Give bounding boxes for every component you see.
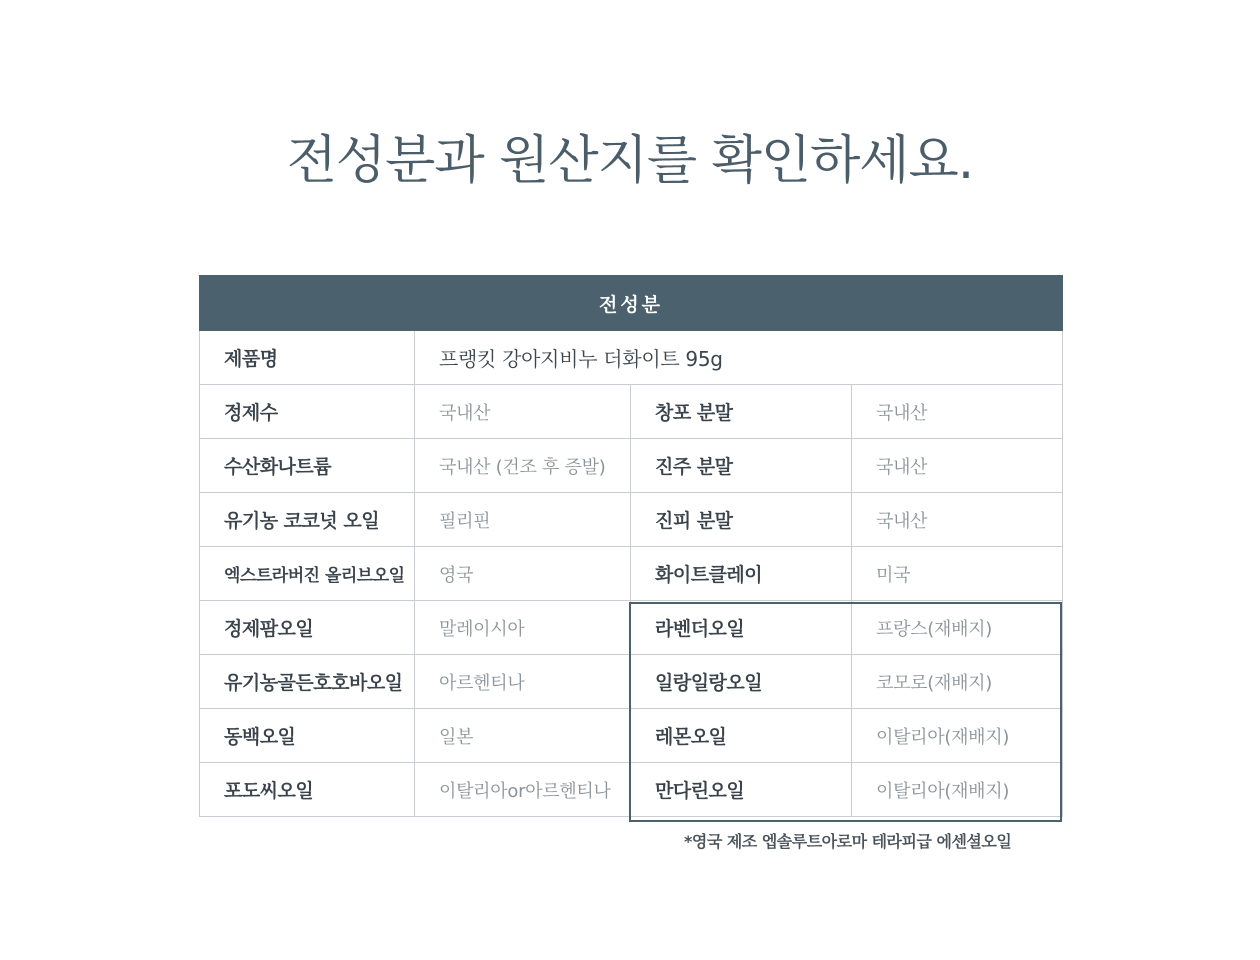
product-name: 프랭킷 강아지비누 더화이트 95g [415,331,1063,385]
product-label: 제품명 [200,331,415,385]
table-header: 전성분 [200,276,1063,331]
origin-value: 영국 [415,547,631,601]
ingredient-label: 정제수 [200,385,415,439]
table-row [200,601,1063,655]
ingredient-label: 레몬오일 [631,709,852,763]
ingredient-label: 엑스트라버진 올리브오일 [200,547,415,601]
ingredient-label: 유기농골든호호바오일 [200,655,415,709]
ingredient-label: 수산화나트륨 [200,439,415,493]
ingredient-label: 진피 분말 [631,493,852,547]
ingredient-label: 동백오일 [200,709,415,763]
footnote: *영국 제조 엡솔루트아로마 테라피급 에센셜오일 [684,832,1012,851]
origin-value: 코모로(재배지) [852,655,1063,709]
table-row [200,655,1063,709]
ingredient-label: 라벤더오일 [631,601,852,655]
table-row [200,385,1063,439]
ingredient-label: 만다린오일 [631,763,852,817]
origin-value: 국내산 [415,385,631,439]
table-row [200,493,1063,547]
origin-value: 아르헨티나 [415,655,631,709]
ingredient-label: 유기농 코코넛 오일 [200,493,415,547]
table-row [200,709,1063,763]
origin-value: 국내산 [852,493,1063,547]
ingredient-label: 포도씨오일 [200,763,415,817]
ingredient-label: 일랑일랑오일 [631,655,852,709]
origin-value: 이탈리아(재배지) [852,763,1063,817]
origin-value: 이탈리아or아르헨티나 [415,763,631,817]
ingredient-label: 창포 분말 [631,385,852,439]
origin-value: 이탈리아(재배지) [852,709,1063,763]
table-header-row [200,276,1063,331]
origin-value: 일본 [415,709,631,763]
origin-value: 필리핀 [415,493,631,547]
origin-value: 미국 [852,547,1063,601]
page-title: 전성분과 원산지를 확인하세요. [286,131,974,191]
origin-value: 국내산 (건조 후 증발) [415,439,631,493]
ingredient-label: 정제팜오일 [200,601,415,655]
table-row [200,439,1063,493]
table-row [200,547,1063,601]
ingredient-label: 화이트클레이 [631,547,852,601]
product-row [200,331,1063,385]
origin-value: 국내산 [852,385,1063,439]
origin-value: 국내산 [852,439,1063,493]
origin-value: 프랑스(재배지) [852,601,1063,655]
ingredient-label: 진주 분말 [631,439,852,493]
origin-value: 말레이시아 [415,601,631,655]
table-row [200,763,1063,817]
ingredients-table [199,275,1063,817]
